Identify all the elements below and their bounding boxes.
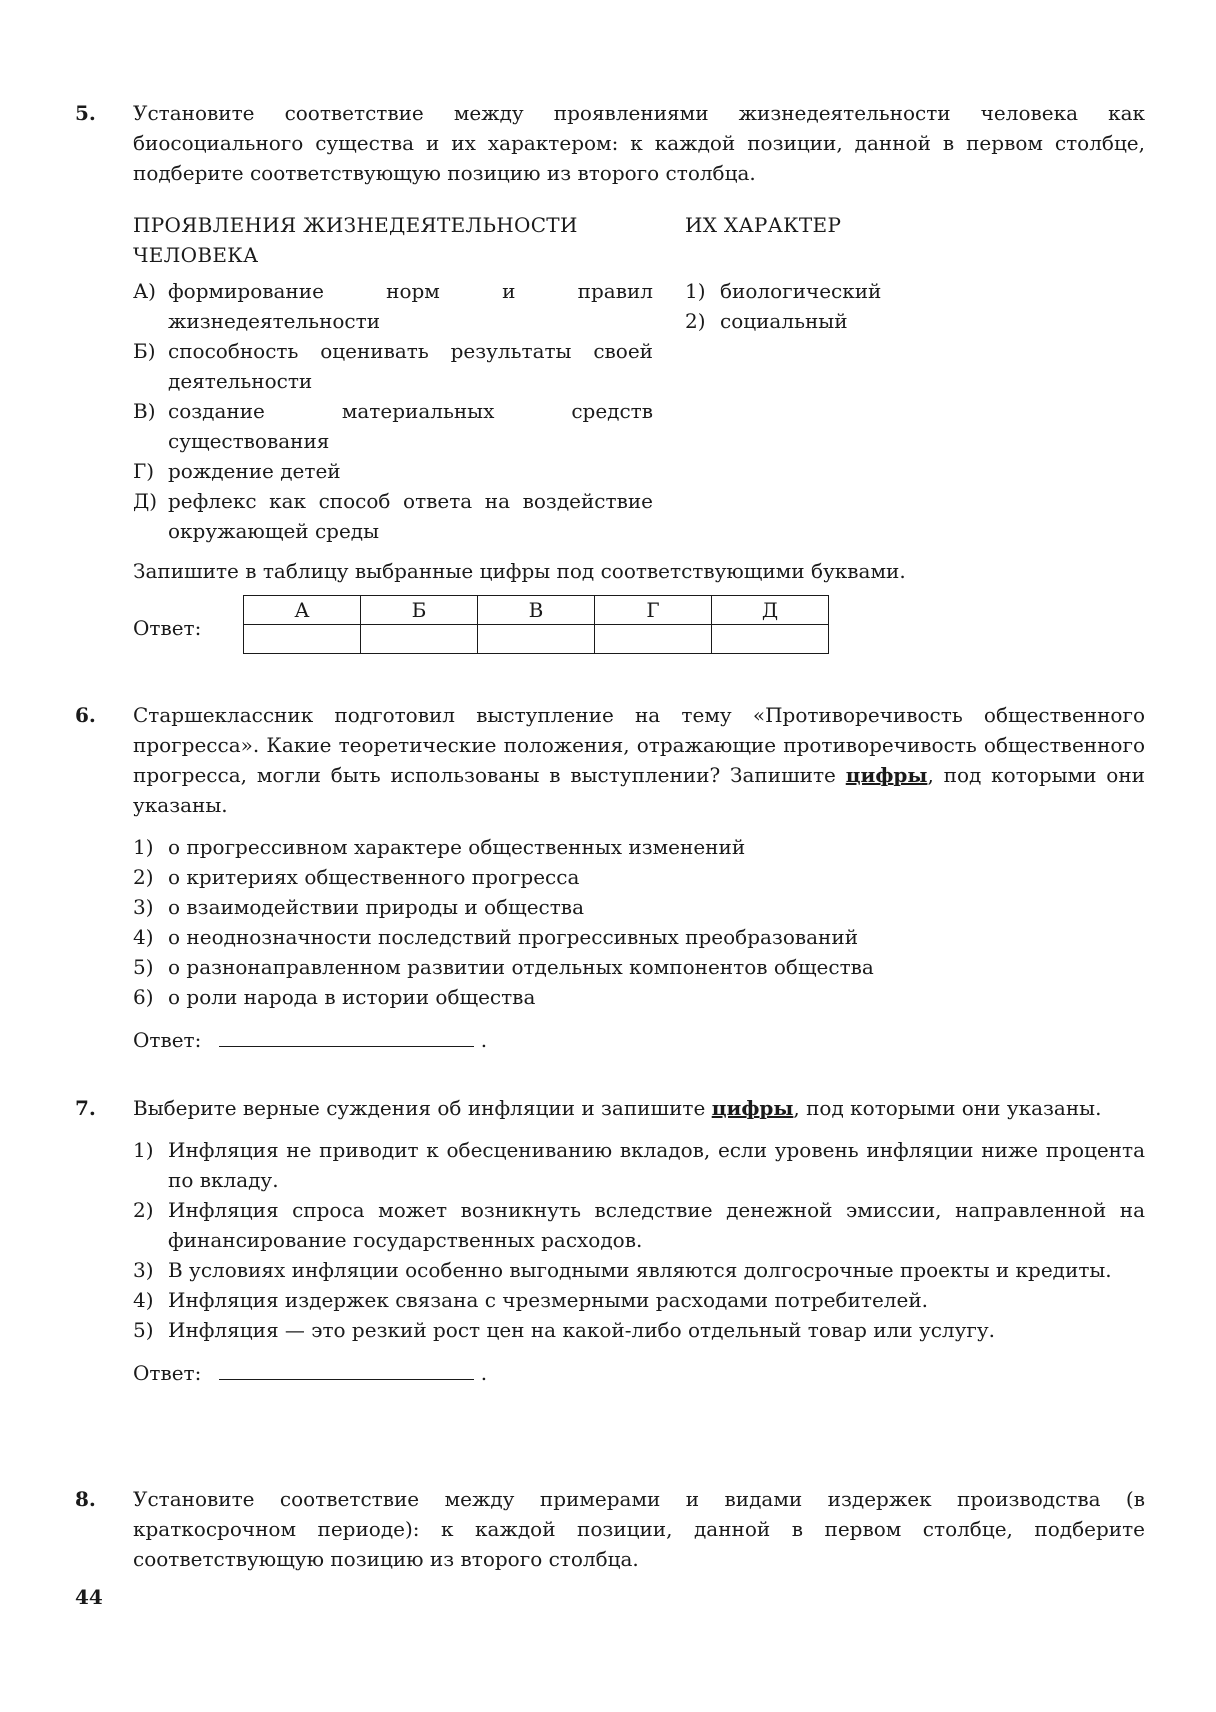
- question-7: [75, 1093, 1145, 1388]
- table-header-cell: А: [244, 596, 361, 625]
- right-item: 1) биологический: [685, 279, 882, 303]
- left-item: Д) рефлекс как способ ответа на воздействие окружающей среды: [133, 489, 653, 543]
- table-header-cell: Б: [361, 596, 478, 625]
- q5-answer: [75, 595, 1145, 659]
- question-number: 6.: [75, 703, 96, 727]
- table-header-cell: Г: [595, 596, 712, 625]
- table-header-cell: В: [478, 596, 595, 625]
- keyword: цифры: [711, 1096, 794, 1120]
- column-1-header: ПРОЯВЛЕНИЯ ЖИЗНЕДЕЯТЕЛЬНОСТИ ЧЕЛОВЕКА: [133, 213, 578, 267]
- question-text: Установите соответствие между проявлениями жизнедеятельности человека как биосоциального существа и их характером: к каждой позиции, данной в первом столбце, подберите соответствующую позицию из второго столбца.: [133, 101, 1145, 185]
- list-item: 5) Инфляция — это резкий рост цен на какой-либо отдельный товар или услугу.: [133, 1318, 995, 1342]
- table-header-cell: Д: [712, 596, 829, 625]
- answer-cell[interactable]: [361, 625, 478, 654]
- left-item: В) создание материальных средств существования: [133, 399, 653, 453]
- answer-label: Ответ:: [133, 616, 202, 640]
- keyword: цифры: [845, 763, 928, 787]
- answer-row: Ответ: .: [133, 1357, 1145, 1388]
- list-item: 3) В условиях инфляции особенно выгодными являются долгосрочные проекты и кредиты.: [133, 1258, 1112, 1282]
- list-item: 1) Инфляция не приводит к обесцениванию вкладов, если уровень инфляции ниже процента по вкладу.: [133, 1138, 1145, 1192]
- right-item: 2) социальный: [685, 309, 848, 333]
- question-text: Старшеклассник подготовил выступление на тему «Противоречивость общественного прогресса». Какие теоретические положения, отражающие противоречивость общественного прогресса, могли быть использованы в выступлении? Запишите цифры, под которыми они указаны.: [133, 703, 1145, 817]
- answer-row: Ответ: .: [133, 1024, 1145, 1055]
- question-number: 5.: [75, 101, 96, 125]
- question-number: 7.: [75, 1096, 96, 1120]
- question-number: 8.: [75, 1487, 96, 1511]
- question-6: [75, 700, 1145, 1055]
- list-item: 4) Инфляция издержек связана с чрезмерными расходами потребителей.: [133, 1288, 929, 1312]
- left-item: Б) способность оценивать результаты своей деятельности: [133, 339, 653, 393]
- answer-label: Ответ:: [133, 1361, 202, 1385]
- left-item: Г) рождение детей: [133, 459, 341, 483]
- question-text: Выберите верные суждения об инфляции и запишите цифры, под которыми они указаны.: [133, 1096, 1102, 1120]
- list-item: 4) о неоднозначности последствий прогрессивных преобразований: [133, 925, 859, 949]
- list-item: 6) о роли народа в истории общества: [133, 985, 536, 1009]
- answer-label: Ответ:: [133, 1028, 202, 1052]
- matching-columns: [75, 210, 1145, 543]
- question-text: Установите соответствие между примерами и видами издержек производства (в краткосрочном периоде): к каждой позиции, данной в первом столбце, подберите соответствующую позицию из второго столбца.: [133, 1487, 1145, 1571]
- answer-cell[interactable]: [244, 625, 361, 654]
- list-item: 5) о разнонаправленном развитии отдельных компонентов общества: [133, 955, 874, 979]
- q5-instruction: Запишите в таблицу выбранные цифры под соответствующими буквами.: [133, 559, 906, 583]
- left-item: А) формирование норм и правил жизнедеятельности: [133, 279, 653, 333]
- answer-cell[interactable]: [478, 625, 595, 654]
- answer-line[interactable]: [219, 1024, 474, 1047]
- answer-table: [243, 595, 829, 654]
- question-5: [75, 98, 1145, 188]
- column-2-header: ИХ ХАРАКТЕР: [685, 213, 842, 237]
- answer-cell[interactable]: [595, 625, 712, 654]
- question-8: [75, 1484, 1145, 1574]
- answer-line[interactable]: [219, 1357, 474, 1380]
- list-item: 2) Инфляция спроса может возникнуть вследствие денежной эмиссии, направленной на финансирование государственных расходов.: [133, 1198, 1145, 1252]
- list-item: 1) о прогрессивном характере общественных изменений: [133, 835, 746, 859]
- page-number: 44: [75, 1585, 103, 1609]
- list-item: 2) о критериях общественного прогресса: [133, 865, 580, 889]
- list-item: 3) о взаимодействии природы и общества: [133, 895, 584, 919]
- answer-cell[interactable]: [712, 625, 829, 654]
